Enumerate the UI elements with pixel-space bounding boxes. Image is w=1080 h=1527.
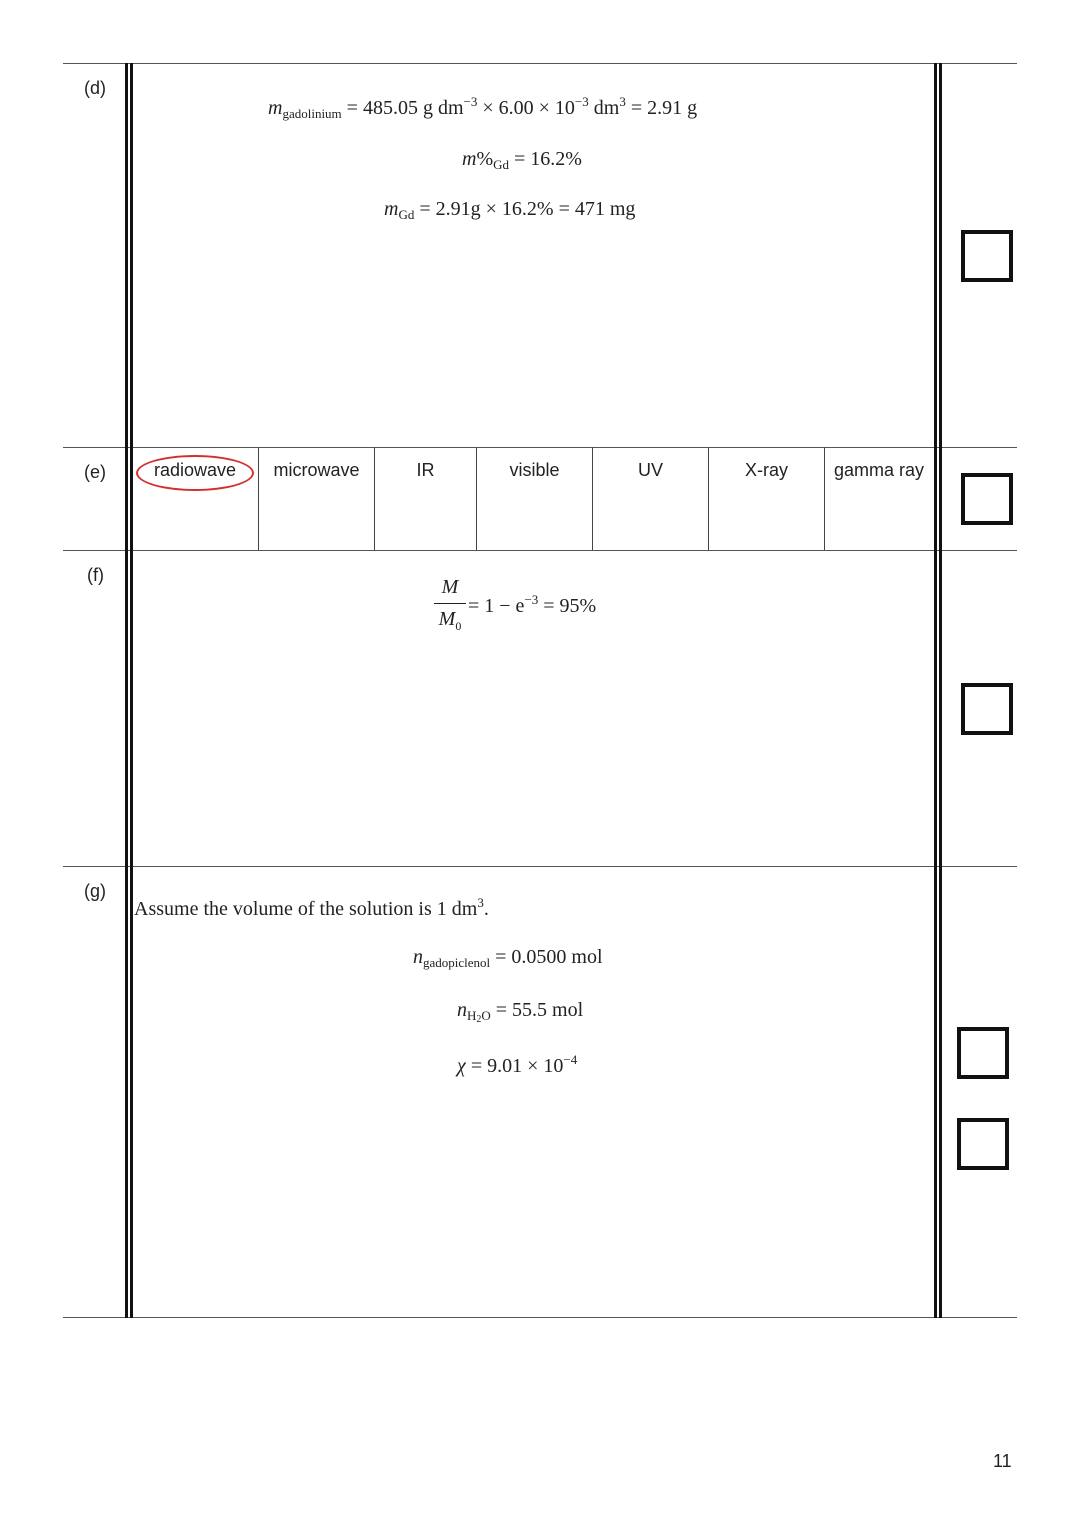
rule-top bbox=[63, 63, 1017, 64]
option-uv[interactable]: UV bbox=[637, 460, 663, 480]
option-visible[interactable]: visible bbox=[509, 460, 560, 480]
page-number: 11 bbox=[993, 1451, 1012, 1471]
rule-d-e bbox=[63, 447, 1017, 448]
formula-moles-water: $n_{H_2O} = 55.5$ mol bbox=[457, 999, 584, 1025]
mark-checkbox-g2[interactable] bbox=[957, 1118, 1009, 1170]
right-double-rule-b bbox=[939, 63, 942, 1318]
formula-decay-fraction: = $1 - e^{-3} = 95\%$ bbox=[468, 592, 597, 617]
left-double-rule-a bbox=[125, 63, 128, 1318]
mark-checkbox-e[interactable] bbox=[961, 473, 1013, 525]
row-label-d: (d) bbox=[84, 78, 106, 98]
option-ir[interactable]: IR bbox=[416, 460, 435, 480]
row-label-f: (f) bbox=[87, 565, 104, 585]
option-gamma-ray[interactable]: gamma ray bbox=[833, 460, 925, 480]
mark-checkbox-f[interactable] bbox=[961, 683, 1013, 735]
formula-mole-fraction: $\chi = 9.01 \times 10^{-4}$ bbox=[457, 1052, 578, 1077]
rule-bottom bbox=[63, 1317, 1017, 1318]
mark-checkbox-d[interactable] bbox=[961, 230, 1013, 282]
fraction-m-over-m0: M $M_0$ bbox=[434, 576, 466, 634]
formula-mass-percent-gd: $m\%_{Gd} = 16.2\%$ bbox=[462, 148, 582, 172]
row-label-g: (g) bbox=[84, 881, 106, 901]
fraction-bar bbox=[434, 603, 466, 604]
formula-moles-gadopiclenol: $n_{gadopiclenol} = 0.0500$ mol bbox=[413, 946, 603, 970]
option-radiowave[interactable]: radiowave bbox=[153, 460, 237, 480]
formula-mass-gadolinium: $m_{gadolinium} = 485.05$ g $dm^{-3} \times 6.00 \times 10^{-3}$ $dm^3 = 2.91$ g bbox=[268, 94, 698, 121]
rule-e-f bbox=[63, 550, 1017, 551]
option-x-ray[interactable]: X-ray bbox=[744, 460, 788, 480]
rule-f-g bbox=[63, 866, 1017, 867]
mark-checkbox-g1[interactable] bbox=[957, 1027, 1009, 1079]
left-double-rule-b bbox=[130, 63, 133, 1318]
assumption-statement: Assume the volume of the solution is 1 $dm^3$. bbox=[134, 895, 489, 920]
selected-answer-circle bbox=[136, 455, 254, 491]
option-microwave[interactable]: microwave bbox=[273, 460, 360, 480]
formula-mass-gd: $m_{Gd} = 2.91g \times 16.2\% = 471$ mg bbox=[384, 198, 636, 222]
row-label-e: (e) bbox=[84, 462, 106, 482]
right-double-rule-a bbox=[934, 63, 937, 1318]
cell-divider-6 bbox=[824, 447, 825, 550]
